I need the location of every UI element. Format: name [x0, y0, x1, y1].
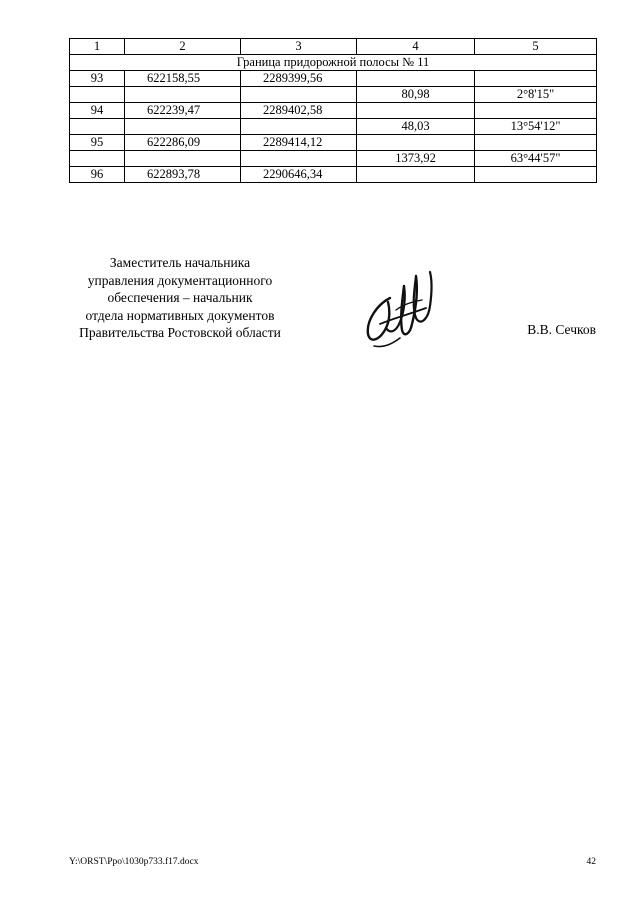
page-number: 42 — [586, 857, 596, 867]
x-coordinate — [125, 87, 241, 103]
signer-name: В.В. Сечков — [527, 322, 596, 337]
x-coordinate — [125, 151, 241, 167]
direction-angle — [475, 167, 597, 183]
table-header-row — [70, 39, 597, 55]
footer-file-path: Y:\ORST\Ppo\1030p733.f17.docx — [69, 857, 199, 867]
distance — [357, 167, 475, 183]
column-header-2: 2 — [125, 39, 241, 55]
y-coordinate: 2289414,12 — [241, 135, 357, 151]
point-number: 96 — [70, 167, 125, 183]
table-row — [70, 151, 597, 167]
point-number: 93 — [70, 71, 125, 87]
table-row — [70, 119, 597, 135]
table-row — [70, 167, 597, 183]
y-coordinate: 2289399,56 — [241, 71, 357, 87]
signatory-position — [60, 254, 300, 342]
handwritten-signature-icon — [360, 268, 440, 354]
point-number — [70, 119, 125, 135]
table-row — [70, 71, 597, 87]
point-number — [70, 87, 125, 103]
x-coordinate — [125, 119, 241, 135]
column-header-5: 5 — [475, 39, 597, 55]
distance: 48,03 — [357, 119, 475, 135]
distance: 80,98 — [357, 87, 475, 103]
position-line: Правительства Ростовской области — [79, 325, 281, 340]
direction-angle: 63°44'57" — [475, 151, 597, 167]
table-row — [70, 103, 597, 119]
point-number — [70, 151, 125, 167]
column-header-1: 1 — [70, 39, 125, 55]
direction-angle — [475, 135, 597, 151]
distance — [357, 103, 475, 119]
point-number: 95 — [70, 135, 125, 151]
direction-angle — [475, 71, 597, 87]
table-section-row — [70, 55, 597, 71]
direction-angle — [475, 103, 597, 119]
boundary-coordinates-table — [69, 38, 597, 183]
position-line: отдела нормативных документов — [85, 307, 275, 323]
distance: 1373,92 — [357, 151, 475, 167]
column-header-4: 4 — [357, 39, 475, 55]
y-coordinate — [241, 151, 357, 167]
y-coordinate — [241, 87, 357, 103]
direction-angle: 13°54'12" — [475, 119, 597, 135]
table-row — [70, 87, 597, 103]
position-line: обеспечения – начальник — [107, 290, 253, 305]
position-line: управления документационного — [87, 272, 273, 288]
table-row — [70, 135, 597, 151]
y-coordinate: 2289402,58 — [241, 103, 357, 119]
point-number: 94 — [70, 103, 125, 119]
position-line: Заместитель начальника — [109, 255, 251, 270]
distance — [357, 71, 475, 87]
x-coordinate: 622158,55 — [125, 71, 241, 87]
distance — [357, 135, 475, 151]
section-title: Граница придорожной полосы № 11 — [70, 55, 597, 71]
direction-angle: 2°8'15" — [475, 87, 597, 103]
y-coordinate: 2290646,34 — [241, 167, 357, 183]
column-header-3: 3 — [241, 39, 357, 55]
x-coordinate: 622286,09 — [125, 135, 241, 151]
x-coordinate: 622239,47 — [125, 103, 241, 119]
x-coordinate: 622893,78 — [125, 167, 241, 183]
y-coordinate — [241, 119, 357, 135]
